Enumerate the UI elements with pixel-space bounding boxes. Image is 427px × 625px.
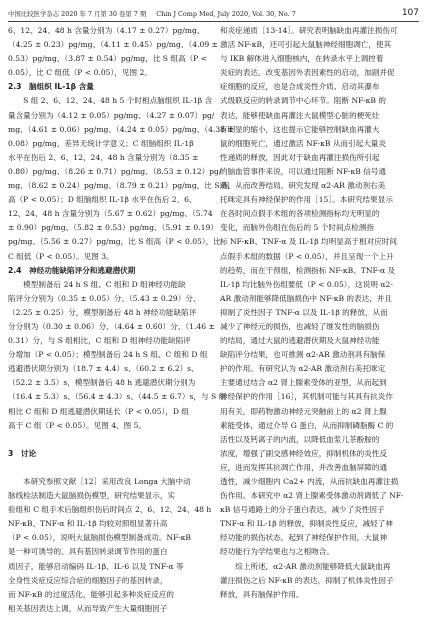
text-line: 经功能的损伤状态，起到了神经保护作用，大鼠神: [220, 533, 388, 543]
text-line: NF-κB、TNF-α 和 IL-1β 均较对照组显著升高: [8, 519, 168, 529]
left-column: [8, 24, 234, 620]
section-heading: 3 讨论: [8, 448, 37, 458]
journal-title-zh: 中国比较医学杂志 2020 年 7 月第 30 卷第 7 期: [8, 10, 147, 18]
text-line: 相关基因表达上调，从而导致产生大量细胞因子: [8, 603, 168, 613]
text-line: 质因子，能够启动编码 IL-1β、IL-6 以及 TNF-α 等: [8, 561, 184, 571]
section-heading: 2.4 神经功能缺陷评分和逃避潜伏期: [8, 265, 136, 275]
text-line: 浓度，增强了副交感神经效应，抑制机体的炎性反: [220, 448, 388, 458]
text-line: 分增加（P < 0.05）；模型制备后 24 h S 组、C 组和 D 组: [8, 350, 208, 360]
text-line: pg/mg、（5.56 ± 0.27）pg/mg，比 S 组高（P < 0.05），比: [8, 237, 221, 247]
text-line: 症细胞的反应，也是合成炎性介质、启动其瀑布: [220, 82, 380, 92]
text-line: 应，进而发挥其抗凋亡作用，并改善血脑屏障的通: [220, 462, 388, 472]
text-line: 式级联反应的转录调节中心环节。阻断 NF-κB 的: [220, 96, 386, 106]
text-line: κB 信号通路上的分子蛋白表达，减少了炎性因子: [220, 505, 385, 515]
running-header: [8, 6, 419, 18]
text-line: S 组 2、6、12、24、48 h 5 个时相点脑组织 IL-1β 含: [8, 96, 213, 106]
text-line: 本研究参照文献［12］采用改良 Longa 大脑中动: [8, 477, 191, 486]
text-line: 神经保护的作用［16］，其机制可能与其具有抗炎作: [220, 392, 393, 402]
header-rule: [8, 21, 419, 22]
text-line: （2.25 ± 0.25）分，模型制备后 48 h 神经功能缺陷评: [8, 307, 197, 317]
text-line: （52.2 ± 3.5）s，模型制备后 48 h 逃避潜伏期分别为: [8, 378, 196, 388]
spacer: [8, 433, 205, 447]
text-line: 炎症的表达，改变基因外表因素性的启动，加剧并促: [220, 68, 395, 78]
text-line: 路，从而改善结局。研究发现 α2-AR 激动剂右美: [220, 181, 386, 191]
text-line: 陷评分分别为（0.35 ± 0.05）分、（5.43 ± 0.29）分、: [8, 293, 201, 303]
text-line: C 组低（P < 0.05）。见图 3。: [8, 251, 114, 261]
text-line: 的趋势，而在干预组，检测指标 NF-κB、TNF-α 及: [220, 265, 396, 275]
text-line: 护的作用。有研究认为 α2-AR 激动剂右美托咪定: [220, 364, 386, 374]
text-line: 分分别为（0.30 ± 0.06）分、（4.64 ± 0.60）分、（1.46 ±: [8, 321, 215, 331]
text-line: （16.4 ± 5.3）s、（56.4 ± 4.3）s、（44.5 ± 6.7）s，与 S 组: [8, 392, 227, 402]
spacer: [8, 461, 205, 475]
text-line: 减少了神经元的损伤，也减轻了继发性的脑损伤: [220, 321, 380, 331]
text-line: 相比 C 组和 D 组逃避潜伏期延长（P < 0.05），D 组: [8, 406, 189, 416]
text-line: 灌注损伤之后 NF-κB 的表达，抑制了机体炎性因子: [220, 575, 394, 585]
text-line: 而 NF-κB 的过度活化，能够引起多种炎症反应的: [8, 589, 174, 599]
text-line: 0.05），比 C 组低（P < 0.05），见图 2。: [8, 68, 152, 78]
text-line: 高于 C 组（P < 0.05）。见图 4、图 5。: [8, 420, 147, 430]
text-line: 点假手术组的数据（P < 0.05），并且呈现一个上升: [220, 251, 394, 261]
text-line: ± 0.90）pg/mg、（5.82 ± 0.53）pg/mg、（5.91 ± 0.19）: [8, 223, 218, 233]
text-line: 的结局，通过大鼠的逃避潜伏期及大鼠神经功能: [220, 336, 380, 346]
text-line: 脉线栓法制造大鼠脑损伤模型，研究结果显示，实: [8, 491, 176, 501]
text-line: 透性，减少细胞内 Ca2+ 内流，从而抗缺血再灌注损: [220, 477, 399, 486]
text-line: mg、（8.62 ± 0.24）pg/mg、（8.79 ± 0.21）pg/mg，比 S 组: [8, 181, 230, 191]
text-line: AR 激动剂能够降低脑损伤中 NF-κB 的表达，并且: [220, 293, 392, 303]
text-line: 0.80）pg/mg、（8.26 ± 0.71）pg/mg、（8.53 ± 0.12）pg/: [8, 166, 222, 176]
text-line: 鼠的细胞死亡，通过激活 NF-κB 从而引起大量炎: [220, 138, 386, 148]
text-line: 0.08）pg/mg，差异无统计学意义；C 组脑组织 IL-1β: [8, 138, 194, 148]
page-number: 107: [401, 8, 419, 18]
text-line: 是一种可诱导的、具有基因转录调节作用的蛋白: [8, 547, 168, 557]
right-column: [220, 24, 417, 620]
text-line: 在各时间点假手术组的各项检测指标均无明显的: [220, 209, 380, 219]
text-line: （4.25 ± 0.23）pg/mg、（4.11 ± 0.45）pg/mg、（4.09 ±: [8, 40, 218, 50]
text-line: 素能受体，通过介导 G 蛋白，从而抑制磷脂酶 C 的: [220, 420, 394, 430]
text-line: 综上所述，α2-AR 激动剂能够降低大鼠缺血再: [220, 561, 391, 571]
text-line: 模型制备后 24 h S 组、C 组和 D 组神经功能缺: [8, 279, 186, 289]
text-line: 伤作用。本研究中 α2 肾上腺素受体激动剂调低了 NF-: [220, 491, 404, 501]
text-line: 托咪定具有神经保护的作用［15］。本研究结果显示: [220, 195, 393, 205]
text-line: 与 IKB 解体进入细胞核内，在转录水平上调控着: [220, 54, 384, 64]
text-line: 抑制了炎性因子 TNF-α 以及 IL-1β 的释放，从而: [220, 307, 388, 317]
text-line: TNF-α 和 IL-1β 的释放，抑制炎性反应，减轻了神: [220, 519, 393, 529]
text-line: 经功能行为学结果也与之相吻合。: [220, 547, 334, 557]
text-line: （P < 0.05），说明大鼠脑损伤模型制备成功。NF-κB: [8, 533, 191, 543]
section-heading: 2.3 脑组织 IL-1β 含量: [8, 82, 94, 92]
text-line: 0.53）pg/mg、（3.87 ± 0.54）pg/mg，比 S 组高（P <: [8, 54, 208, 64]
text-line: 验组和 C 组手术后脑组织伤后时间点 2、6、12、24、48 h: [8, 505, 212, 515]
text-line: 有明显的缩小，这也提示它能够控制缺血再灌大: [220, 124, 380, 134]
text-line: 12、24、48 h 含量分别为（5.67 ± 0.62）pg/mg、（5.74: [8, 209, 213, 219]
text-line: 量含量分别为（4.12 ± 0.05）pg/mg、（4.27 ± 0.07）pg/: [8, 110, 215, 120]
journal-title-en: Chin J Comp Med, July 2020, Vol. 30, No. 7: [156, 10, 296, 18]
text-line: 主要通过结合 α2 肾上腺素受体的亚型，从而起到: [220, 378, 387, 388]
text-line: 释放，具有脑保护作用。: [220, 589, 304, 599]
text-line: 缺陷评分结果，也可推测 α2-AR 激动剂具有脑保: [220, 350, 386, 360]
text-line: 用有关，即药物激动神经元突触前上的 α2 肾上腺: [220, 406, 387, 416]
text-line: mg、（4.61 ± 0.06）pg/mg、（4.24 ± 0.05）pg/mg、（4.38 ±: [8, 124, 234, 134]
text-line: 标 NF-κB、TNF-α 及 IL-1β 均明显高于相对应时间: [220, 237, 397, 247]
text-line: 0.31）分，与 S 组相比，C 组和 D 组神经功能缺陷评: [8, 336, 191, 346]
text-line: IL-1β 均比脑外伤组要低（P < 0.05），这说明 α2-: [220, 279, 393, 289]
text-line: 变化，而脑外伤组在伤后的 5 个时间点检测指: [220, 223, 374, 233]
text-line: 性递质的释放，因此对于缺血再灌注损伤所引起: [220, 152, 380, 162]
text-line: 表达，能够使缺血再灌注大鼠模型心脏的梗死灶: [220, 110, 380, 120]
text-line: 水平在伤后 2、6、12、24、48 h 含量分别为（8.35 ±: [8, 152, 199, 162]
text-line: 的脑血管事件来说，可以通过阻断 NF-κB 信号通: [220, 166, 386, 176]
text-line: 和炎症递质［13-14］。研究表明脑缺血再灌注损伤可: [220, 26, 398, 35]
text-line: 全身性炎症反应综合症的细胞因子的基因转录，: [8, 575, 168, 585]
text-line: 逃避潜伏期分别为（18.7 ± 4.4）s、（60.2 ± 6.2）s、: [8, 364, 199, 374]
text-line: 高（P < 0.05）；D 组脑组织 IL-1β 水平在伤后 2、6、: [8, 195, 197, 205]
text-line: 6、12、24、48 h 含量分别为（4.17 ± 0.27）pg/mg、: [8, 26, 205, 35]
text-line: 激活 NF-κB，还可引起大鼠脑神经细胞凋亡，使其: [220, 40, 392, 50]
text-line: 活性以及钙离子的内流，以降低血浆儿茶酚胺的: [220, 434, 380, 444]
